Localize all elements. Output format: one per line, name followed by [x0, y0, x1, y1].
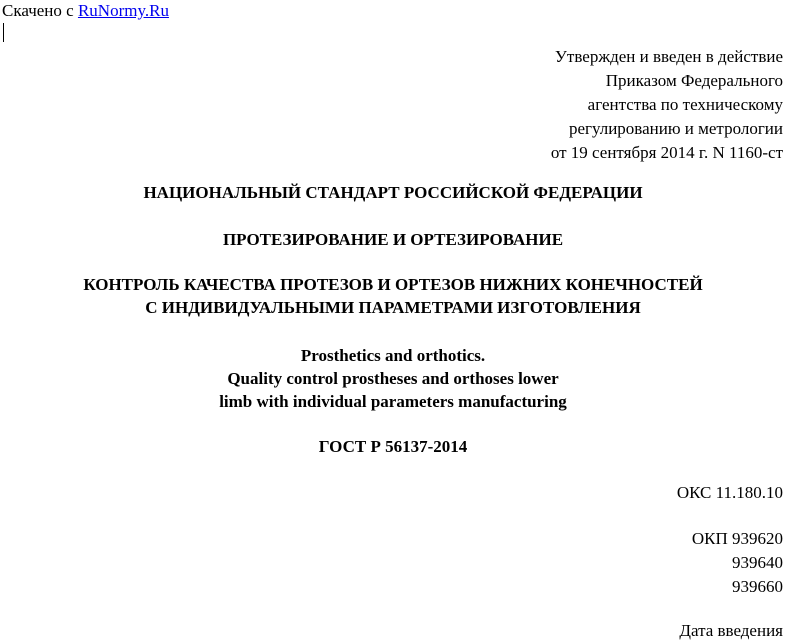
english-title-line: Prosthetics and orthotics.	[300, 346, 486, 365]
standard-title	[0, 273, 786, 319]
national-standard-heading: НАЦИОНАЛЬНЫЙ СТАНДАРТ РОССИЙСКОЙ ФЕДЕРАЦИИ	[143, 183, 643, 202]
title-line: КОНТРОЛЬ КАЧЕСТВА ПРОТЕЗОВ И ОРТЕЗОВ НИЖНИХ КОНЕЧНОСТЕЙ	[83, 275, 703, 294]
english-title-line: Quality control prostheses and orthoses lower	[227, 369, 559, 388]
source-link[interactable]: RuNormy.Ru	[77, 1, 169, 20]
subject-heading: ПРОТЕЗИРОВАНИЕ И ОРТЕЗИРОВАНИЕ	[222, 230, 564, 249]
approval-block	[551, 45, 783, 165]
introduction-date	[679, 619, 783, 643]
approval-line: Утвержден и введен в действие	[554, 47, 783, 66]
okp-code-line: 939660	[732, 577, 783, 596]
approval-line: агентства по техническому	[587, 95, 783, 114]
gost-designation: ГОСТ Р 56137-2014	[318, 437, 468, 456]
introduction-date-label: Дата введения	[679, 621, 783, 640]
oks-code	[677, 481, 783, 505]
source-prefix: Скачено с	[2, 1, 74, 20]
text-cursor	[3, 23, 4, 42]
oks-code-value: ОКС 11.180.10	[676, 483, 783, 502]
approval-line: регулированию и метрологии	[568, 119, 783, 138]
english-title-line: limb with individual parameters manufacturing	[219, 392, 567, 411]
okp-code-line: 939640	[732, 553, 783, 572]
source-line	[2, 1, 169, 21]
title-line: С ИНДИВИДУАЛЬНЫМИ ПАРАМЕТРАМИ ИЗГОТОВЛЕНИЯ	[145, 298, 641, 317]
okp-codes	[692, 527, 783, 599]
approval-line: Приказом Федерального	[605, 71, 783, 90]
okp-code-line: ОКП 939620	[691, 529, 783, 548]
english-title	[0, 344, 786, 413]
approval-line: от 19 сентября 2014 г. N 1160-ст	[550, 143, 783, 162]
